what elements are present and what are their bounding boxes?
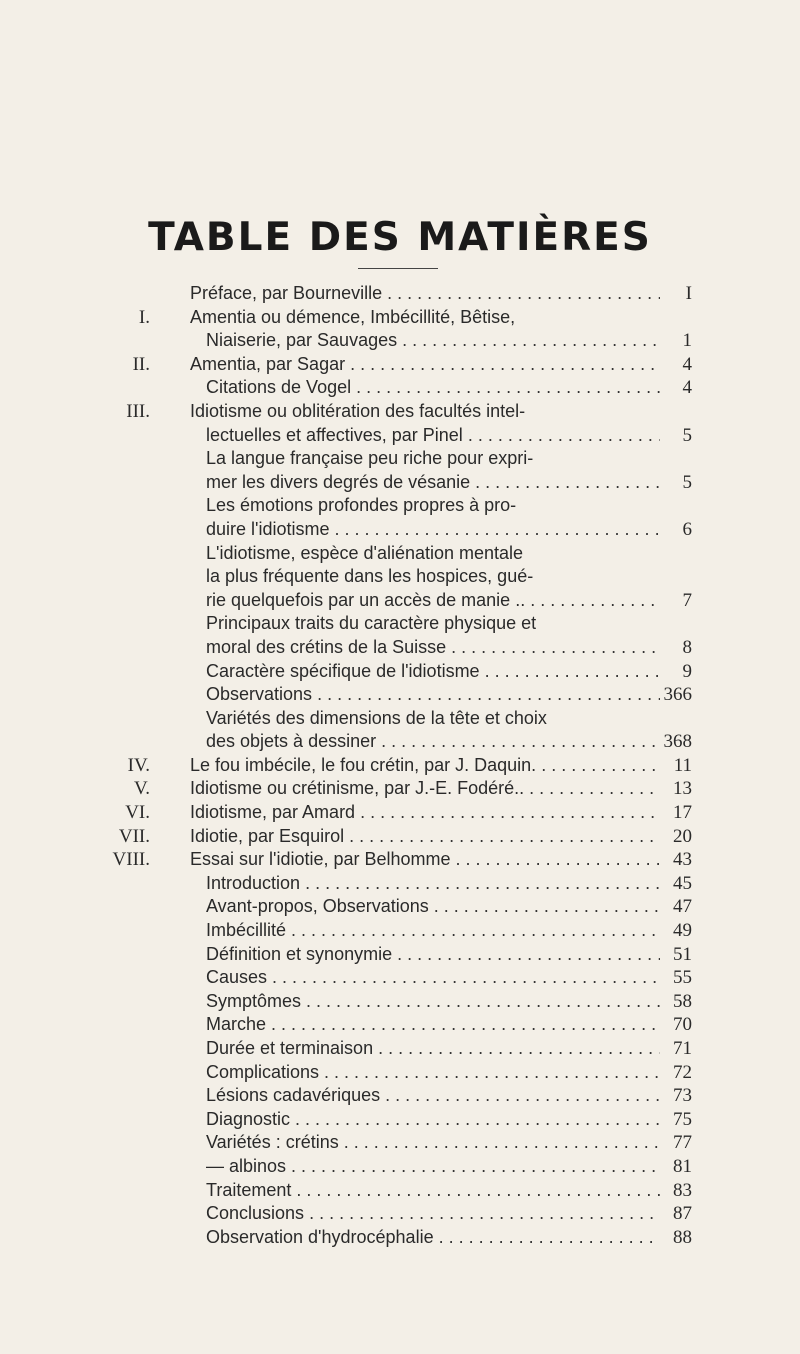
toc-entry-text: Causes . . .: [206, 966, 660, 990]
toc-entry-page: 87: [669, 1202, 692, 1226]
toc-entry-page: 17: [669, 801, 692, 825]
toc-entry-page: 49: [669, 919, 692, 943]
toc-entry-page: 58: [669, 990, 692, 1014]
toc-entry-text: Observation d'hydrocéphalie . . .: [206, 1226, 660, 1250]
toc-entry: [0, 660, 800, 684]
toc-entry-text: Traitement . . .: [206, 1179, 660, 1203]
toc-entry-text: Idiotisme ou crétinisme, par J.-E. Fodéré.. . . .: [190, 777, 660, 801]
toc-entry-page: 1: [679, 329, 693, 353]
toc-entry: [0, 730, 800, 754]
toc-entry: [0, 353, 800, 377]
toc-entry-text: Citations de Vogel . . .: [206, 376, 660, 400]
toc-entry-page: I: [682, 282, 692, 306]
toc-entry-text: Variétés des dimensions de la tête et choix: [206, 707, 547, 728]
toc-entry: [0, 306, 800, 330]
toc-entry-text: Le fou imbécile, le fou crétin, par J. Daquin. . . .: [190, 754, 660, 778]
toc-entry-text: La langue française peu riche pour expri-: [206, 448, 534, 469]
toc-entry: [0, 1013, 800, 1037]
toc-entry-number: I.: [138, 306, 150, 328]
toc-entry-text: Amentia ou démence, Imbécillité, Bêtise,: [190, 306, 516, 327]
toc-entry-text: Avant-propos, Observations . . .: [206, 895, 660, 919]
toc-entry-page: 4: [679, 376, 693, 400]
toc-entry-number: III.: [126, 400, 150, 422]
toc-entry-page: 5: [679, 424, 693, 448]
toc-entry-page: 51: [669, 943, 692, 967]
toc-entry: [0, 636, 800, 660]
toc-entry-text: — albinos . . .: [206, 1155, 660, 1179]
toc-entry-number: VII.: [118, 825, 150, 847]
toc-entry-text: mer les divers degrés de vésanie . . .: [206, 471, 660, 495]
toc-entry: [0, 754, 800, 778]
toc-entry-page: 8: [679, 636, 693, 660]
toc-entry-page: 20: [669, 825, 692, 849]
toc-entry: [0, 542, 800, 566]
toc-entry-page: 368: [660, 730, 693, 754]
toc-entry-number: V.: [133, 778, 150, 800]
toc-entry-page: 71: [669, 1037, 692, 1061]
toc-entry-page: 72: [669, 1061, 692, 1085]
toc-entry: [0, 1202, 800, 1226]
toc-entry-text: lectuelles et affectives, par Pinel . . .: [206, 424, 660, 448]
toc-entry: [0, 825, 800, 849]
toc-entry: [0, 1226, 800, 1250]
toc-entry-text: Idiotie, par Esquirol . . .: [190, 825, 660, 849]
toc-entry: [0, 400, 800, 424]
toc-entry-text: Imbécillité . . .: [206, 919, 660, 943]
toc-entry: [0, 1108, 800, 1132]
toc-entry: [0, 777, 800, 801]
toc-entry-text: Principaux traits du caractère physique et: [206, 613, 537, 634]
toc-entry-page: 4: [679, 353, 693, 377]
toc-entry-text: Observations . . .: [206, 683, 660, 707]
toc-entry-text: moral des crétins de la Suisse . . .: [206, 636, 660, 660]
toc-entry: [0, 1084, 800, 1108]
toc-entry-number: VIII.: [112, 849, 150, 871]
toc-entry-text: L'idiotisme, espèce d'aliénation mentale: [206, 542, 524, 563]
toc-entry-page: 88: [669, 1226, 692, 1250]
toc-entry: [0, 895, 800, 919]
toc-entry-page: 13: [669, 777, 692, 801]
toc-entry-page: 81: [669, 1155, 692, 1179]
toc-entry-number: VI.: [125, 802, 150, 824]
toc-entry: [0, 424, 800, 448]
toc-entry-page: 77: [669, 1131, 692, 1155]
toc-entry-text: Conclusions . . .: [206, 1202, 660, 1226]
toc-entry: [0, 990, 800, 1014]
toc-entry-text: Définition et synonymie . . .: [206, 943, 660, 967]
toc-entry: [0, 1179, 800, 1203]
toc-entry-text: Introduction . . .: [206, 872, 660, 896]
toc-entry-text: Idiotisme ou oblitération des facultés intel-: [190, 400, 526, 421]
toc-entry-text: Diagnostic . . .: [206, 1108, 660, 1132]
toc-entry-text: la plus fréquente dans les hospices, gué-: [206, 566, 534, 587]
toc-entry-page: 73: [669, 1084, 692, 1108]
toc-entry-text: duire l'idiotisme . . .: [206, 518, 660, 542]
toc-entry-text: Complications . . .: [206, 1061, 660, 1085]
toc-entry-text: Caractère spécifique de l'idiotisme . . .: [206, 660, 660, 684]
toc-entry: [0, 848, 800, 872]
toc-entry-page: 6: [679, 518, 693, 542]
toc-entry-page: 11: [670, 754, 692, 778]
toc-entry-text: Symptômes . . .: [206, 990, 660, 1014]
toc-entry-page: 5: [679, 471, 693, 495]
toc-entry: [0, 1037, 800, 1061]
toc-entry-page: 7: [679, 589, 693, 613]
toc-entry-text: Variétés : crétins . . .: [206, 1131, 660, 1155]
toc-entry-text: Lésions cadavériques . . .: [206, 1084, 660, 1108]
toc-entry: [0, 282, 800, 306]
toc-entry: [0, 966, 800, 990]
toc-entry: [0, 589, 800, 613]
toc-entry-page: 70: [669, 1013, 692, 1037]
toc-entry-text: rie quelquefois par un accès de manie .. . . .: [206, 589, 660, 613]
toc-entry-text: Essai sur l'idiotie, par Belhomme . . .: [190, 848, 660, 872]
toc-entry-text: Préface, par Bourneville . . .: [190, 282, 660, 306]
toc-entry-text: Les émotions profondes propres à pro-: [206, 495, 517, 516]
toc-entry: [0, 707, 800, 731]
toc-entry-page: 83: [669, 1179, 692, 1203]
toc-entry: [0, 943, 800, 967]
toc-entry-text: Amentia, par Sagar . . .: [190, 353, 660, 377]
toc-entry-page: 47: [669, 895, 692, 919]
toc-entry: [0, 447, 800, 471]
toc-entry-page: 45: [669, 872, 692, 896]
toc-entry-text: Marche . . .: [206, 1013, 660, 1037]
toc-entry-page: 55: [669, 966, 692, 990]
toc-list: [0, 282, 800, 1249]
toc-entry-text: Durée et terminaison . . .: [206, 1037, 660, 1061]
toc-entry-page: 9: [679, 660, 693, 684]
toc-entry: [0, 494, 800, 518]
toc-entry-text: Idiotisme, par Amard . . .: [190, 801, 660, 825]
toc-entry-page: 75: [669, 1108, 692, 1132]
toc-entry-page: 43: [669, 848, 692, 872]
toc-entry-number: IV.: [127, 754, 150, 776]
toc-entry: [0, 1131, 800, 1155]
toc-entry-number: II.: [132, 353, 150, 375]
toc-entry-page: 366: [660, 683, 693, 707]
toc-entry: [0, 565, 800, 589]
toc-entry: [0, 329, 800, 353]
toc-entry: [0, 1061, 800, 1085]
toc-entry-text: des objets à dessiner . . .: [206, 730, 660, 754]
page-title: TABLE DES MATIÈRES: [148, 215, 652, 260]
toc-entry: [0, 1155, 800, 1179]
toc-entry: [0, 872, 800, 896]
toc-entry-text: Niaiserie, par Sauvages . . .: [206, 329, 660, 353]
toc-entry: [0, 919, 800, 943]
toc-entry: [0, 376, 800, 400]
toc-entry: [0, 612, 800, 636]
toc-entry: [0, 801, 800, 825]
title-divider: [358, 268, 438, 269]
toc-entry: [0, 683, 800, 707]
toc-entry: [0, 471, 800, 495]
toc-entry: [0, 518, 800, 542]
